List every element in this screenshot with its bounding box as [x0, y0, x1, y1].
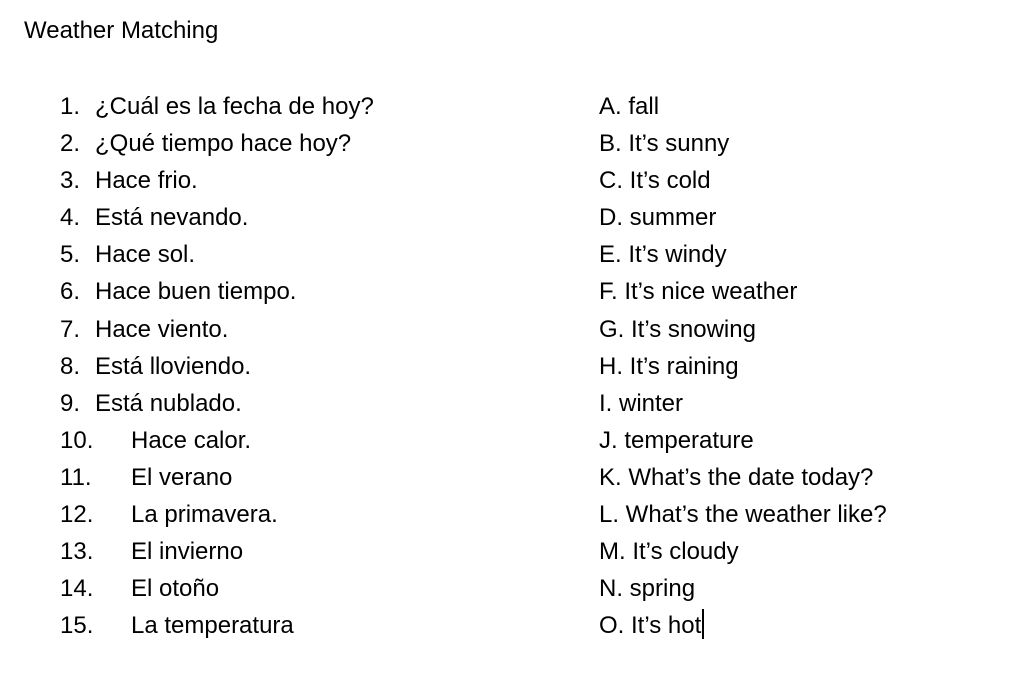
list-item — [60, 459, 560, 496]
item-number: 15. — [60, 612, 94, 640]
item-text: ¿Qué tiempo hace hoy? — [95, 130, 352, 158]
answer-text: J. temperature — [599, 426, 754, 454]
item-text: Hace calor. — [131, 426, 252, 454]
list-item — [60, 348, 560, 385]
list-item — [60, 496, 560, 533]
answer-text: D. summer — [599, 204, 717, 232]
answer-text: G. It’s snowing — [599, 315, 756, 343]
answer-item — [599, 348, 999, 385]
list-item — [60, 236, 560, 273]
spanish-phrase-list — [60, 88, 560, 644]
item-number: 6. — [60, 278, 81, 306]
item-number: 13. — [60, 538, 94, 566]
item-text: Hace frio. — [95, 167, 198, 195]
answer-item[interactable] — [599, 607, 999, 644]
list-item — [60, 311, 560, 348]
answer-text[interactable]: O. It’s hot — [599, 612, 702, 640]
item-number: 5. — [60, 241, 81, 269]
list-item — [60, 88, 560, 125]
item-number: 1. — [60, 93, 81, 120]
answer-item — [599, 273, 999, 310]
answer-text: F. It’s nice weather — [599, 278, 798, 306]
item-text: El verano — [131, 463, 233, 491]
answer-text: L. What’s the weather like? — [599, 501, 887, 529]
answer-item — [599, 385, 999, 422]
item-number: 10. — [60, 426, 94, 454]
list-item — [60, 162, 560, 199]
list-item — [60, 570, 560, 607]
document-title: Weather Matching — [24, 17, 219, 44]
item-text: Hace viento. — [95, 315, 229, 343]
answer-item — [599, 459, 999, 496]
answer-text: M. It’s cloudy — [599, 538, 739, 566]
item-text: Hace buen tiempo. — [95, 278, 297, 306]
item-text: Hace sol. — [95, 241, 196, 269]
item-number: 12. — [60, 501, 94, 529]
item-number: 3. — [60, 167, 81, 195]
item-text: Está lloviendo. — [95, 352, 252, 380]
answer-item — [599, 311, 999, 348]
answer-item — [599, 422, 999, 459]
item-number: 14. — [60, 575, 94, 603]
item-number: 2. — [60, 130, 81, 158]
item-text: El otoño — [131, 575, 220, 603]
answer-text: I. winter — [599, 389, 684, 417]
list-item — [60, 422, 560, 459]
list-item — [60, 607, 560, 644]
list-item — [60, 125, 560, 162]
list-item — [60, 199, 560, 236]
english-answer-list — [599, 88, 999, 644]
item-number: 7. — [60, 315, 81, 343]
answer-text: C. It’s cold — [599, 167, 711, 195]
answer-item — [599, 496, 999, 533]
answer-text: N. spring — [599, 575, 696, 603]
item-text: La temperatura — [131, 612, 294, 640]
item-text: Está nublado. — [95, 389, 242, 417]
answer-item — [599, 533, 999, 570]
item-number: 4. — [60, 204, 81, 232]
answer-item — [599, 88, 999, 125]
answer-item — [599, 125, 999, 162]
answer-text: E. It’s windy — [599, 241, 727, 269]
answer-text: B. It’s sunny — [599, 130, 730, 158]
list-item — [60, 273, 560, 310]
answer-text: K. What’s the date today? — [599, 463, 874, 491]
item-text: Está nevando. — [95, 204, 249, 232]
text-cursor — [702, 609, 704, 639]
answer-item — [599, 162, 999, 199]
item-text: ¿Cuál es la fecha de hoy? — [95, 93, 374, 120]
item-number: 9. — [60, 389, 81, 417]
item-text: La primavera. — [131, 501, 278, 529]
item-text: El invierno — [131, 538, 244, 566]
answer-text: H. It’s raining — [599, 352, 739, 380]
list-item — [60, 385, 560, 422]
answer-item — [599, 236, 999, 273]
answer-item — [599, 199, 999, 236]
item-number: 11. — [60, 463, 92, 491]
list-item — [60, 533, 560, 570]
item-number: 8. — [60, 352, 81, 380]
answer-text: A. fall — [599, 93, 660, 120]
answer-item — [599, 570, 999, 607]
